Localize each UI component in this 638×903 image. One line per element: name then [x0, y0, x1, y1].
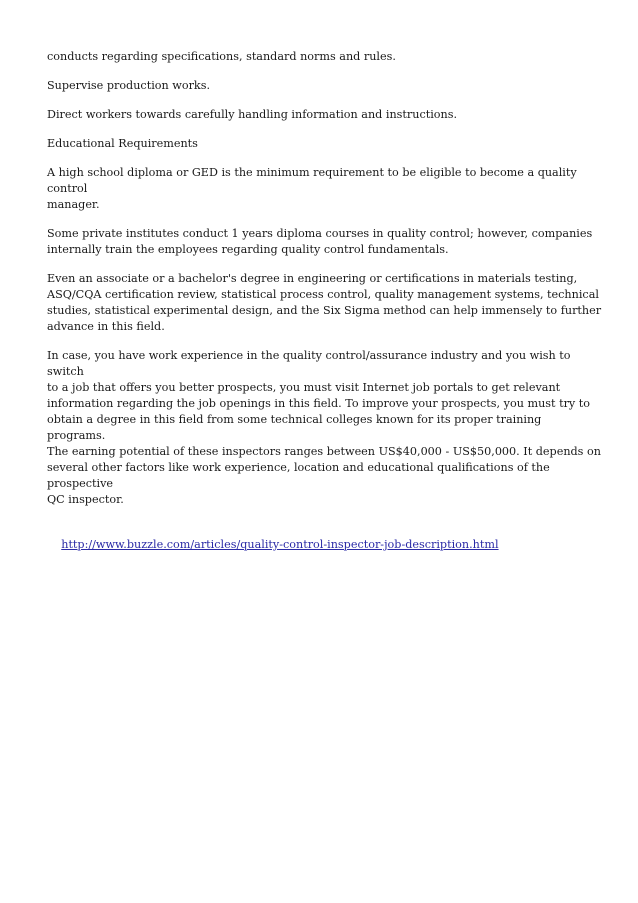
paragraph-supervise: Supervise production works. [47, 79, 210, 92]
paragraph-direct-workers: Direct workers towards carefully handling information and instructions. [47, 108, 458, 121]
source-link[interactable]: http://www.buzzle.com/articles/quality-control-inspector-job-description.html [61, 538, 499, 551]
paragraph-work-experience: In case, you have work experience in the quality control/assurance industry and you wish to switch to a job that offers you better prospects, you must visit Internet job portals to get relevant information regarding the job openings in this field. To improve your prospects, you must try to obtain a degree in this field from some technical colleges known for its proper training programs. The earning potential of these inspectors ranges between US$40,000 - US$50,000. It depends on several other factors like work experience, location and educational qualifications of the prospective QC inspector. [47, 349, 601, 506]
document-page [47, 49, 603, 582]
source-link-row [47, 521, 603, 569]
paragraph-specifications: conducts regarding specifications, standard norms and rules. [47, 50, 396, 63]
paragraph-degrees-certifications: Even an associate or a bachelor's degree in engineering or certifications in materials testing, ASQ/CQA certification review, statistical process control, quality management systems, technical studies, statistical experimental design, and the Six Sigma method can help immensely to further advance in this field. [47, 272, 602, 333]
section-heading-educational-requirements: Educational Requirements [47, 137, 198, 150]
paragraph-private-institutes: Some private institutes conduct 1 years diploma courses in quality control; however, companies internally train the employees regarding quality control fundamentals. [47, 227, 593, 256]
paragraph-diploma-requirement: A high school diploma or GED is the minimum requirement to be eligible to become a quality control manager. [47, 166, 577, 211]
